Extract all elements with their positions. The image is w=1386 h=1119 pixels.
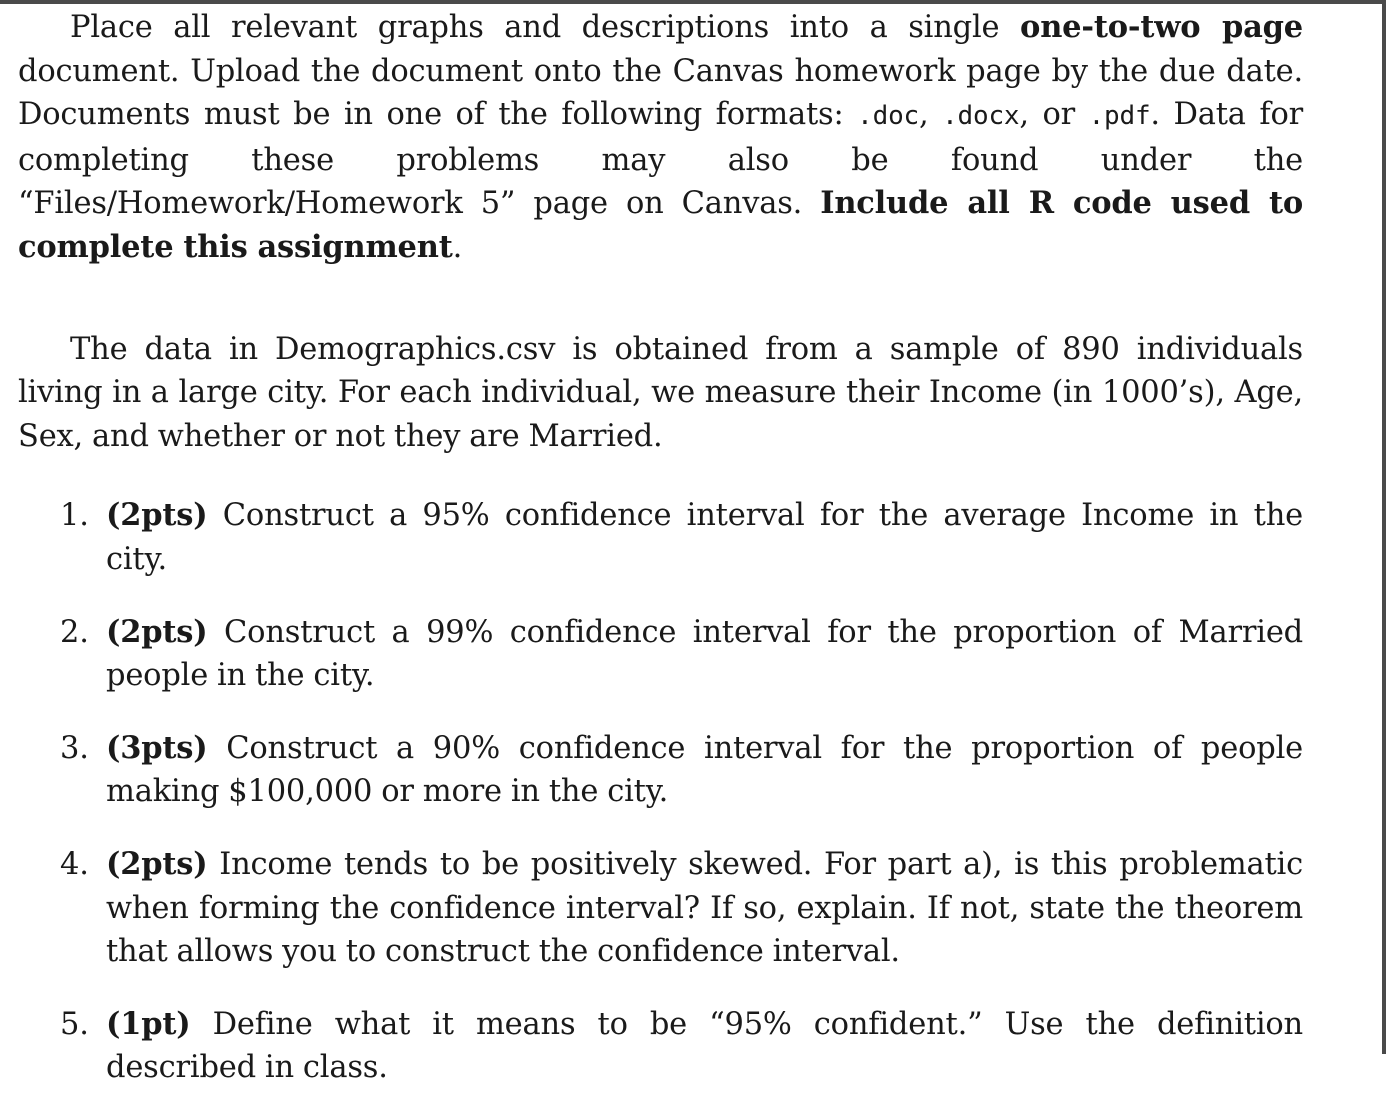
question-number: 4. bbox=[60, 846, 89, 882]
question-item-4 bbox=[18, 843, 1303, 974]
instructions-text-4: . bbox=[452, 229, 463, 265]
question-points: (1pt) bbox=[106, 1005, 191, 1042]
question-number: 3. bbox=[60, 730, 89, 766]
question-points: (3pts) bbox=[106, 729, 208, 766]
question-number: 2. bbox=[60, 614, 89, 650]
format-separator-1: , bbox=[918, 97, 943, 133]
page-limit-bold: one-to-two page bbox=[1020, 9, 1303, 45]
question-number: 5. bbox=[60, 1006, 89, 1042]
question-item-1 bbox=[18, 494, 1303, 581]
question-points: (2pts) bbox=[106, 613, 208, 650]
format-docx: .docx bbox=[942, 101, 1020, 132]
question-text: Construct a 90% confidence interval for the proportion of people making $100,000 or more in the city. bbox=[106, 730, 1303, 810]
instructions-text-2: document. Upload the document onto the Canvas homework page by the due date. Documents must be in one of the following formats: bbox=[18, 53, 1303, 133]
r-code-requirement-bold: Include all R code used to complete this assignment bbox=[18, 185, 1303, 265]
question-text: Income tends to be positively skewed. For part a), is this problematic when forming the confidence interval? If so, explain. If not, state the theorem that allows you to construct the confidence interval. bbox=[106, 846, 1303, 970]
data-description-paragraph: The data in Demographics.csv is obtained from a sample of 890 individuals living in a large city. For each individual, we measure their Income (in 1000’s), Age, Sex, and whether or not they are Married. bbox=[18, 331, 1303, 454]
question-item-2 bbox=[18, 611, 1303, 698]
question-list bbox=[18, 494, 1303, 1090]
format-separator-2: , or bbox=[1019, 97, 1089, 133]
question-points: (2pts) bbox=[106, 497, 208, 534]
question-item-5 bbox=[18, 1003, 1303, 1090]
question-text: Construct a 95% confidence interval for the average Income in the city. bbox=[106, 498, 1303, 577]
question-points: (2pts) bbox=[106, 845, 208, 882]
document-body bbox=[18, 6, 1303, 1119]
instructions-text-3: . Data for completing these problems may also be found under the “Files/Homework/Homework 5” page on Canvas. bbox=[18, 97, 1303, 222]
instructions-paragraph bbox=[18, 6, 1303, 270]
format-pdf: .pdf bbox=[1088, 101, 1151, 132]
format-doc: .doc bbox=[857, 101, 919, 132]
question-number: 1. bbox=[60, 498, 89, 534]
question-text: Define what it means to be “95% confident.” Use the definition described in class. bbox=[106, 1006, 1303, 1086]
question-item-3 bbox=[18, 727, 1303, 814]
right-border bbox=[1382, 0, 1386, 1054]
instructions-text-1: Place all relevant graphs and descriptions into a single bbox=[70, 10, 1021, 45]
top-border bbox=[0, 0, 1386, 4]
question-text: Construct a 99% confidence interval for the proportion of Married people in the city. bbox=[106, 614, 1303, 694]
